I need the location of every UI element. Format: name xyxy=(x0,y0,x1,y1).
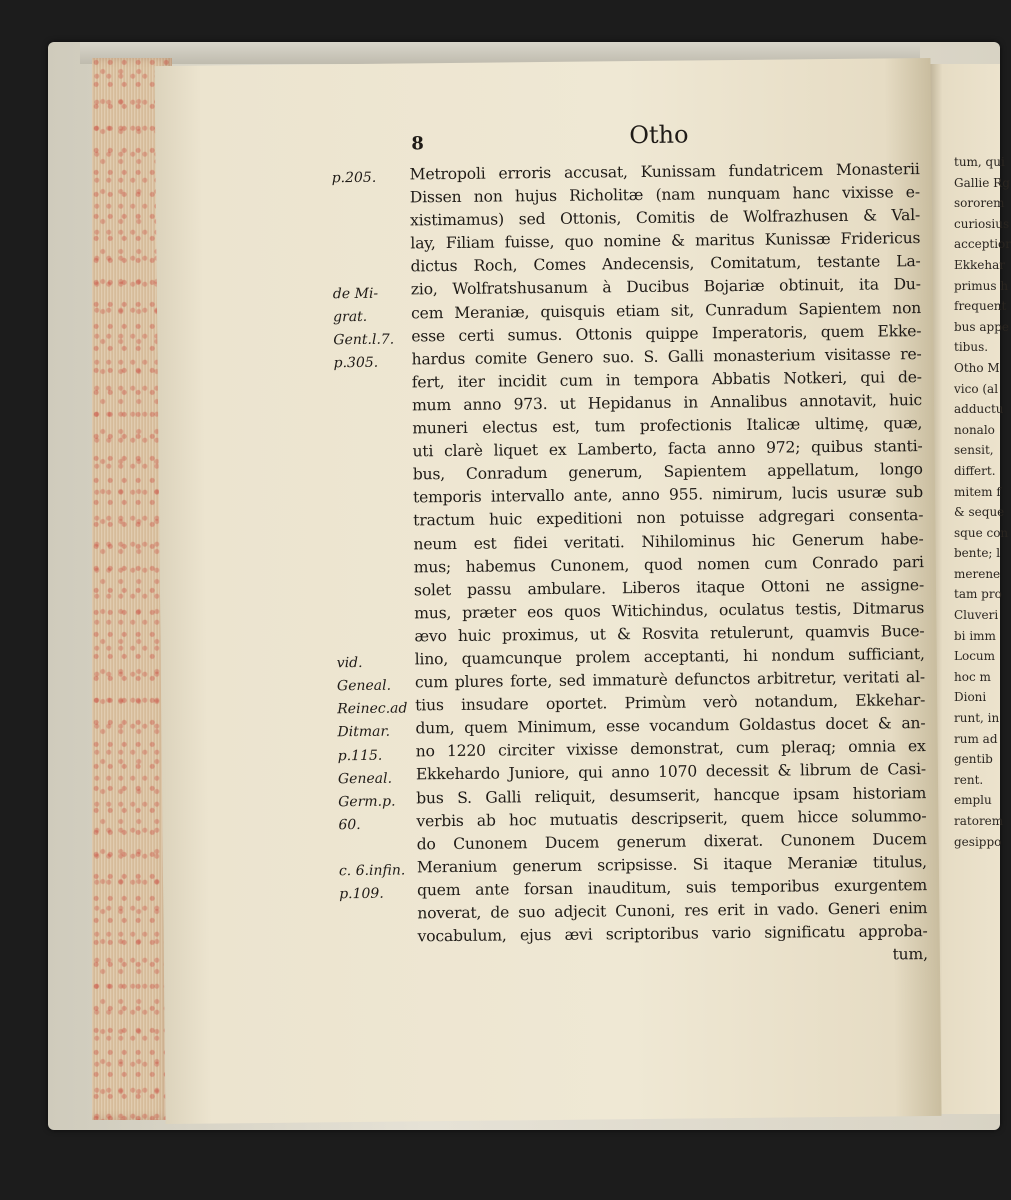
facing-page-line: merene xyxy=(954,566,1001,581)
body-line: no 1220 circiter vixisse demonstrat, cum pleraq; omnia ex xyxy=(415,737,926,761)
body-line: cum plures forte, sed immaturè defunctos arbitretur, veritati al- xyxy=(414,668,926,692)
body-line: mus; habemus Cunonem, quod nomen cum Conrado pari xyxy=(413,552,924,576)
margin-note: de Mi- xyxy=(332,285,379,302)
margin-note: Ditmar. xyxy=(337,724,391,741)
body-line: bus, Conradum generum, Sapientem appellatum, longo xyxy=(412,460,923,484)
facing-page-line: Locum xyxy=(954,649,996,664)
running-head: Otho xyxy=(629,120,689,150)
body-line: tum, xyxy=(892,945,928,964)
body-line: xistimamus) sed Ottonis, Comitis de Wolfrazhusen & Val- xyxy=(410,206,921,230)
body-line: quem ante forsan inauditum, suis temporibus exurgentem xyxy=(417,875,928,900)
body-line: lay, Filiam fuisse, quo nomine & maritus Kunissæ Fridericus xyxy=(410,229,921,253)
facing-page-line: hoc m xyxy=(954,669,991,684)
margin-note: Geneal. xyxy=(336,677,392,695)
body-line: noverat, de suo adjecit Cunoni, res erit in vado. Generi enim xyxy=(417,899,928,923)
facing-page-line: sensit, xyxy=(954,443,994,458)
body-line: dictus Roch, Comes Andecensis, Comitatum, testante La- xyxy=(410,252,921,276)
facing-page-line: rum ad xyxy=(954,731,998,746)
facing-page-line: Gallie Rg xyxy=(954,175,1010,190)
facing-page-line: emplu xyxy=(954,793,992,808)
body-line: Meranium generum scripsisse. Si itaque Meraniæ titulus, xyxy=(416,852,927,877)
margin-note: 60. xyxy=(338,816,361,834)
body-line: Metropoli erroris accusat, Kunissam fundatricem Monasterii xyxy=(409,160,920,184)
facing-page-line: sororem xyxy=(954,196,1005,211)
facing-page-line: gesippo xyxy=(954,834,1002,849)
facing-page-line: nonalo xyxy=(954,422,995,437)
facing-page-line: rent. xyxy=(954,772,984,787)
body-text xyxy=(410,158,928,972)
margin-note: Germ.p. xyxy=(338,793,396,810)
body-line: Ekkehardo Juniore, qui anno 1070 decessit & librum de Casi- xyxy=(415,760,926,784)
margin-note: p.305. xyxy=(333,354,379,372)
facing-page-line: bus appe xyxy=(954,319,1010,334)
facing-page-line: adductu xyxy=(954,402,1004,417)
facing-page-line: tibus. xyxy=(954,340,989,355)
body-line: temporis intervallo ante, anno 955. nimirum, lucis usuræ sub xyxy=(412,483,924,507)
facing-page-line: sque con xyxy=(954,525,1009,540)
margin-note: Reinec.ad xyxy=(337,700,408,718)
margin-note: c. 6.infin. xyxy=(338,862,406,880)
facing-page-line: Dioni xyxy=(954,690,987,705)
body-line: lino, quamcunque prolem acceptanti, hi nondum sufficiant, xyxy=(414,645,925,669)
body-line: solet passu ambulare. Liberos itaque Ottoni ne assigne- xyxy=(413,575,925,600)
margin-note: Geneal. xyxy=(337,770,393,787)
facing-page-line: acceptior xyxy=(954,237,1011,252)
facing-page-line: mitem f xyxy=(954,484,1001,499)
page-header xyxy=(155,116,931,164)
body-line: vocabulum, ejus ævi scriptoribus vario significatu approba- xyxy=(417,922,928,946)
facing-page-line: ratorem xyxy=(954,814,1004,828)
facing-page-line: bente; l xyxy=(954,546,1001,561)
facing-page-line: bi imm xyxy=(954,628,996,643)
body-line: tius insudare oportet. Primùm verò notandum, Ekkehar- xyxy=(415,691,926,715)
book-page xyxy=(154,58,941,1124)
body-line: bus S. Galli reliquit, desumserit, hancque ipsam historiam xyxy=(416,783,927,807)
body-line: dum, quem Minimum, esse vocandum Goldastus docet & an- xyxy=(415,714,926,738)
facing-page-line: Otho M xyxy=(954,360,1000,375)
body-line: fert, iter incidit cum in tempora Abbatis Notkeri, qui de- xyxy=(411,367,922,392)
facing-page-line: frequent xyxy=(954,299,1007,314)
facing-page-line: tam pro xyxy=(954,587,1002,602)
facing-page-line: Cluveri xyxy=(954,608,999,623)
body-line: mum anno 973. ut Hepidanus in Annalibus annotavit, huic xyxy=(411,391,923,415)
facing-page-text xyxy=(928,64,1011,852)
body-line: ævo huic proximus, ut & Rosvita retulerunt, quamvis Buce- xyxy=(414,621,925,646)
body-line: Dissen non hujus Richolitæ (nam nunquam hanc vixisse e- xyxy=(409,183,920,207)
facing-page-line: vico (al xyxy=(954,381,999,396)
margin-note: Gent.l.7. xyxy=(333,331,395,348)
margin-note: grat. xyxy=(333,308,368,325)
body-line: zio, Wolfratshusanum à Ducibus Bojariæ obtinuit, ita Du- xyxy=(410,275,921,299)
body-line: esse certi sumus. Ottonis quippe Imperatoris, quem Ekke- xyxy=(411,321,922,346)
margin-note: p.109. xyxy=(339,885,384,903)
body-line: hardus comite Genero suo. S. Galli monasterium visitasse re- xyxy=(411,344,922,369)
body-line: tractum huic expeditioni non potuisse adgregari consenta- xyxy=(413,506,924,530)
body-line: do Cunonem Ducem generum dixerat. Cunonem Ducem xyxy=(416,829,927,854)
page-number: 8 xyxy=(411,133,424,155)
facing-page-line: primus h xyxy=(954,278,1009,293)
body-line: neum est fidei veritati. Nihilominus hic Generum habe- xyxy=(413,529,924,553)
facing-page-line: tum, qui xyxy=(954,155,1005,169)
margin-note: p.115. xyxy=(337,747,383,764)
facing-page-line: & seque xyxy=(954,505,1005,520)
margin-note: vid. xyxy=(336,655,363,672)
body-line: uti clarè liquet ex Lamberto, facta anno 972; quibus stanti- xyxy=(412,437,923,461)
facing-page-line: runt, in xyxy=(954,711,1000,726)
facing-page-line: curiosius xyxy=(954,216,1010,231)
body-line: muneri electus est, tum profectionis Italicæ ultimę, quæ, xyxy=(412,414,923,438)
margin-note: p.205. xyxy=(331,169,377,187)
body-line: verbis ab hoc mutuatis descripserit, quem hicce solummo- xyxy=(416,806,927,831)
facing-page-line: Ekkehar xyxy=(954,257,1006,272)
body-line: mus, præter eos quos Witichindus, oculatus testis, Ditmarus xyxy=(414,598,925,623)
body-line: cem Meraniæ, quisquis etiam sit, Cunradum Sapientem non xyxy=(410,298,922,322)
facing-page-line: gentib xyxy=(954,752,993,767)
facing-page-line: differt. xyxy=(954,463,996,478)
